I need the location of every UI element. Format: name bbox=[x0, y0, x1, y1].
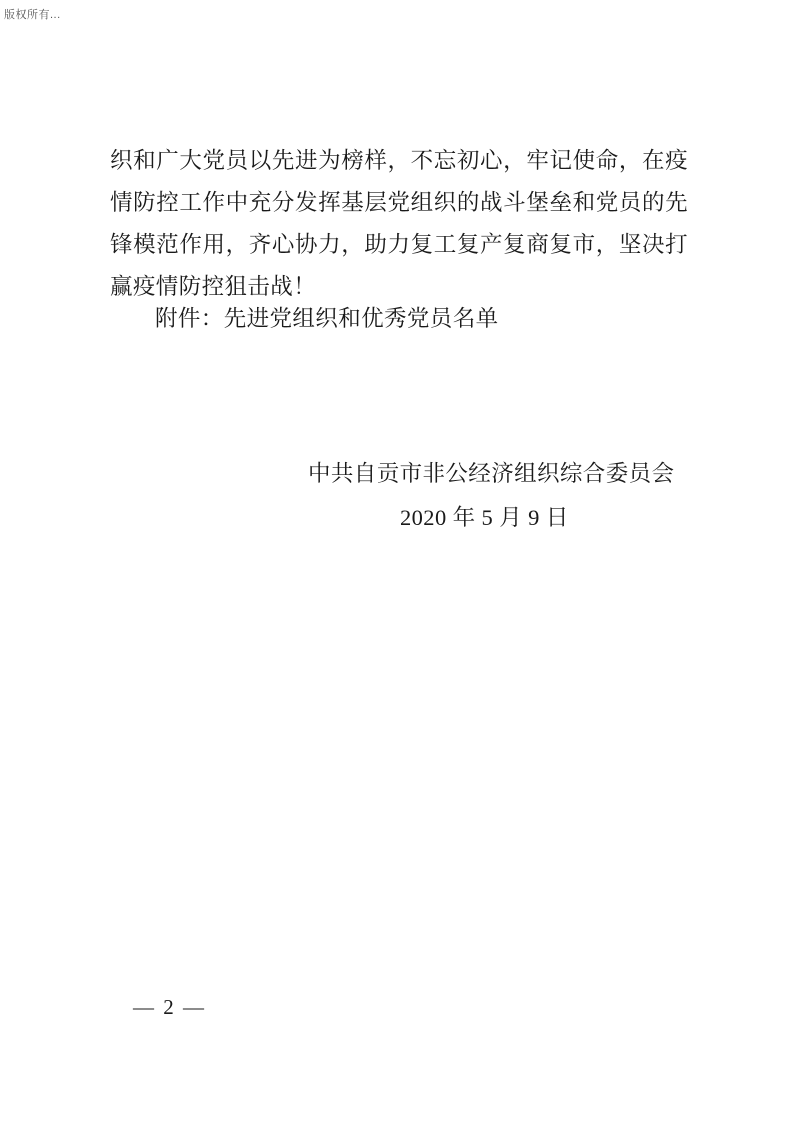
body-text-block bbox=[110, 140, 688, 308]
body-paragraph: 织和广大党员以先进为榜样，不忘初心，牢记使命，在疫情防控工作中充分发挥基层党组织的战斗堡垒和党员的先锋模范作用，齐心协力，助力复工复产复商复市，坚决打赢疫情防控狙击战！ bbox=[110, 148, 688, 299]
page-number: — 2 — bbox=[133, 995, 206, 1019]
signature-date: 2020 年 5 月 9 日 bbox=[400, 505, 569, 530]
signature-organization: 中共自贡市非公经济组织综合委员会 bbox=[308, 461, 675, 486]
attachment-line: 附件：先进党组织和优秀党员名单 bbox=[155, 306, 499, 331]
watermark-label: 版权所有... bbox=[4, 9, 61, 21]
signature-block bbox=[110, 452, 688, 540]
